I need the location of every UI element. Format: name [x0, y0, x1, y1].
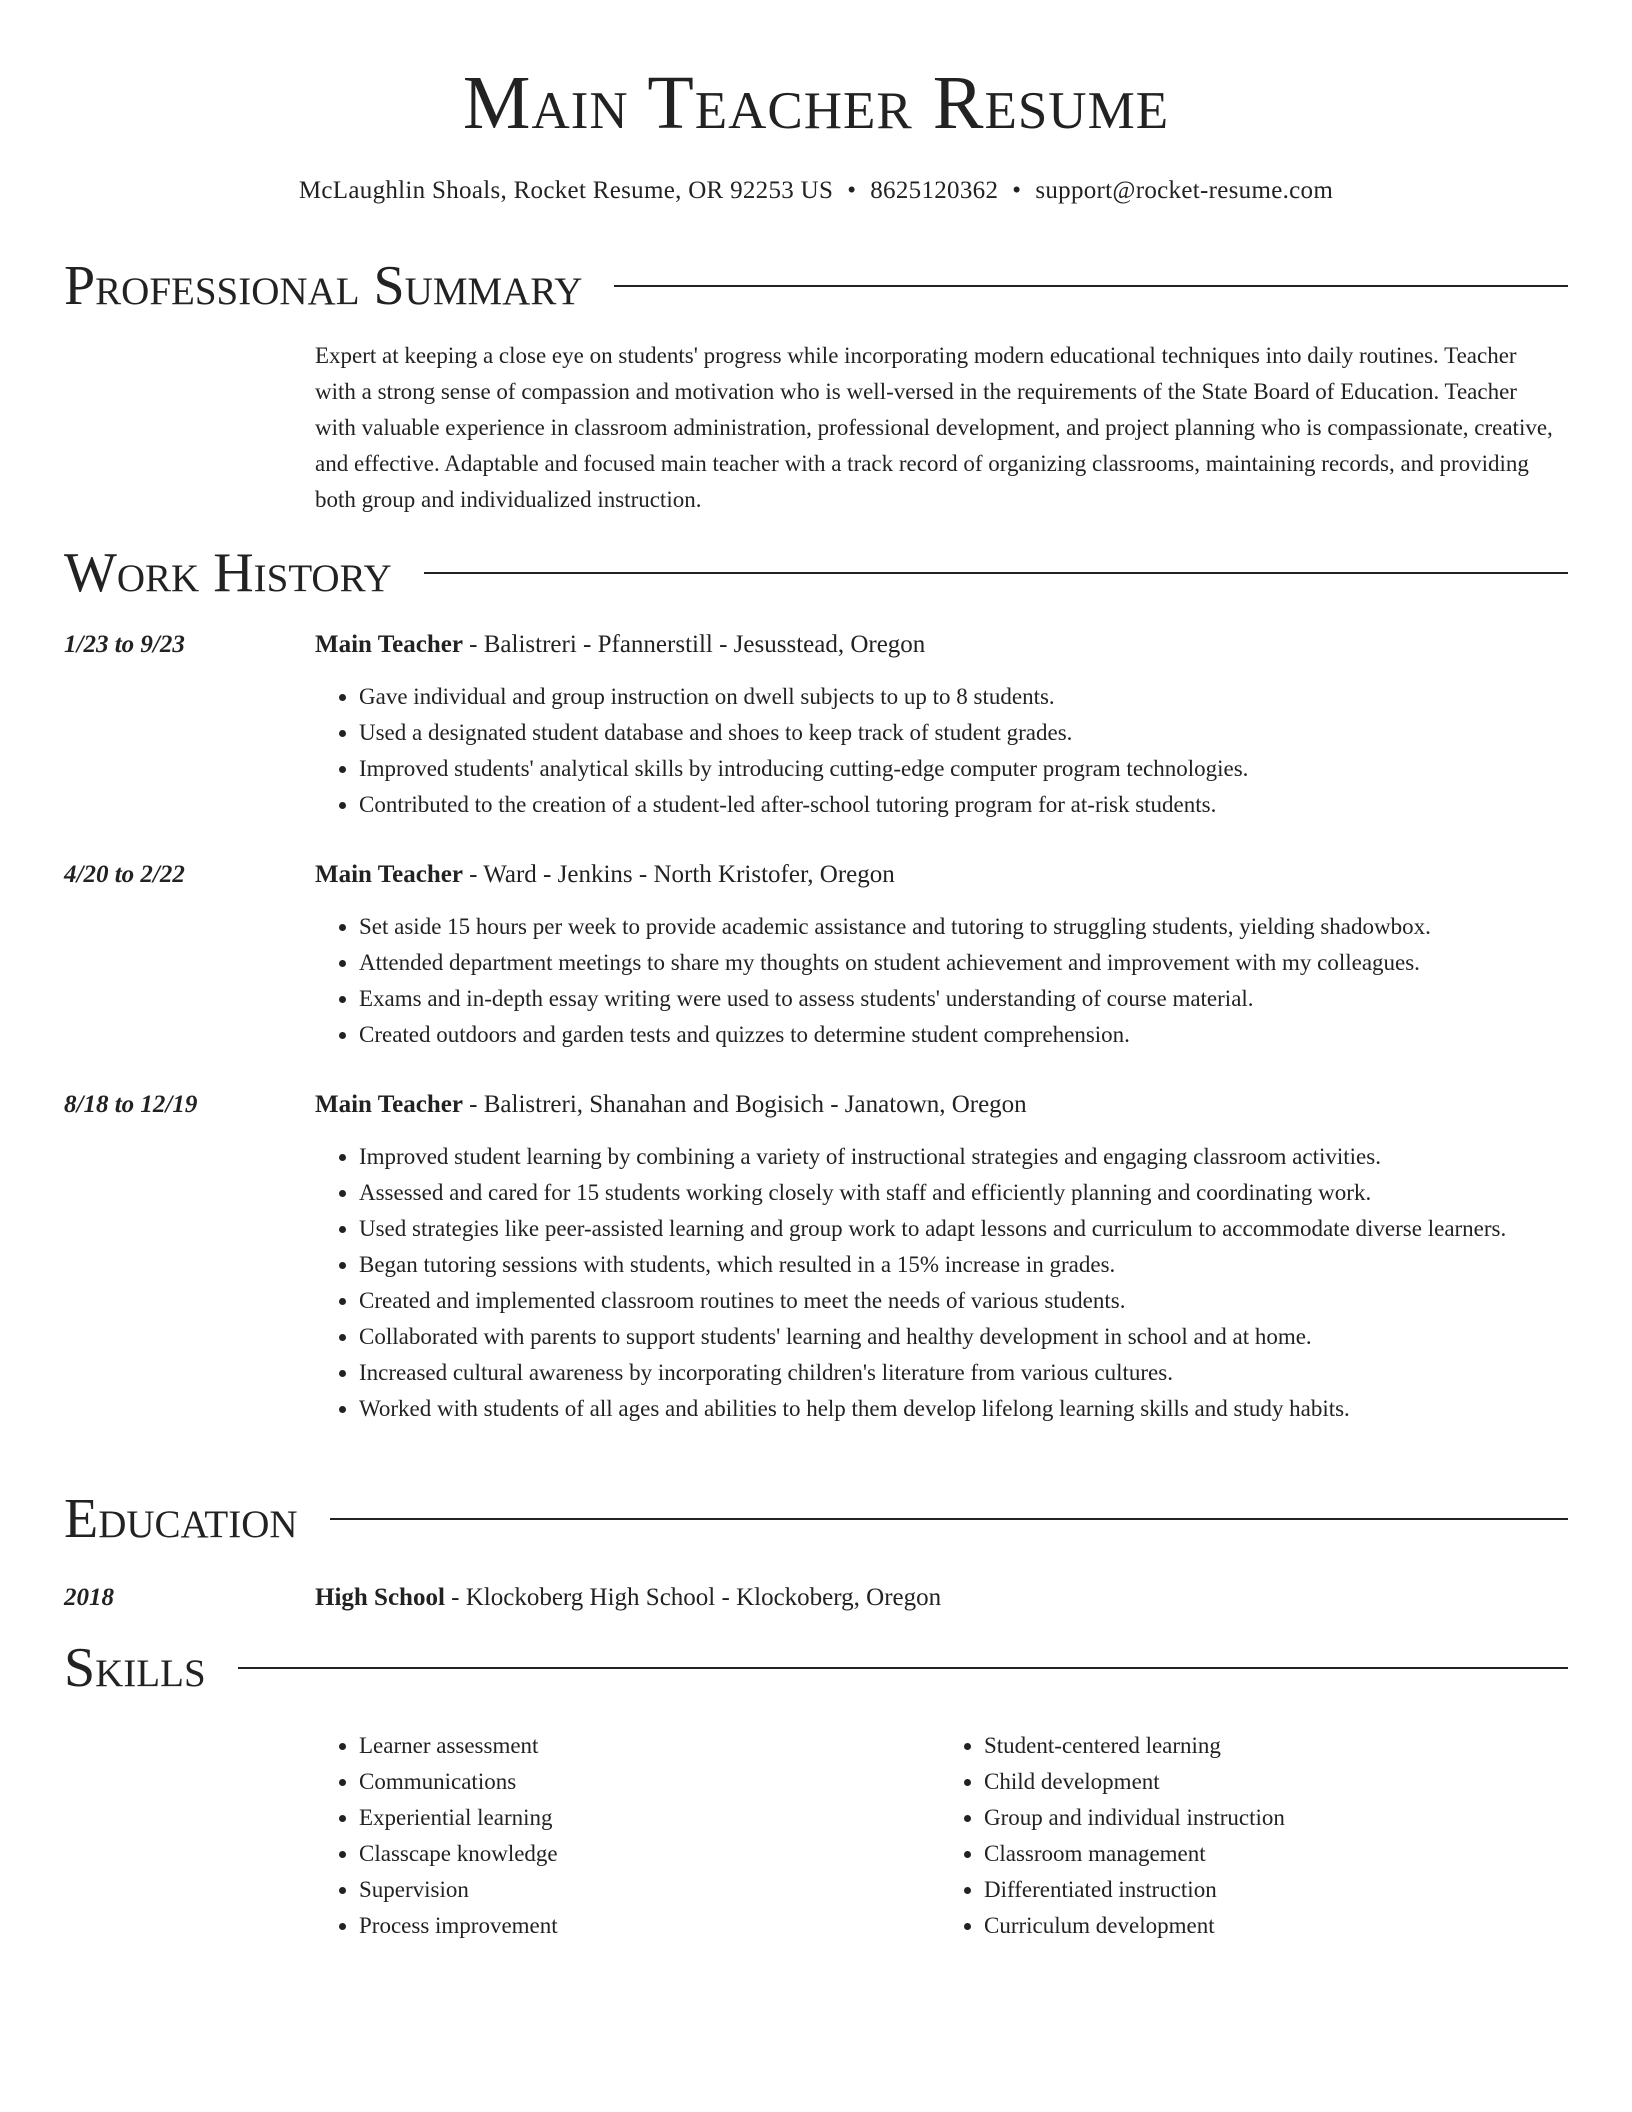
skill-item: • Supervision [359, 1872, 940, 1908]
job-heading [315, 859, 895, 891]
job-header [64, 859, 1568, 891]
job-bullets [315, 679, 1568, 823]
skill-item: • Student-centered learning [984, 1728, 1565, 1764]
job-bullet: • Used a designated student database and shoes to keep track of student grades. [359, 715, 1568, 751]
job-employer: - Ward - Jenkins - North Kristofer, Oregon [462, 861, 895, 888]
job-entry [64, 629, 1568, 823]
skill-item: • Communications [359, 1764, 940, 1800]
job-header [64, 629, 1568, 661]
job-bullet: • Improved students' analytical skills by introducing cutting-edge computer program technologies. [359, 751, 1568, 787]
skills-list-right [940, 1728, 1565, 1944]
education-section-header [64, 1487, 1568, 1551]
section-divider [424, 572, 1568, 574]
summary-section-header [64, 254, 1568, 318]
job-bullets [315, 909, 1568, 1053]
job-bullet: • Attended department meetings to share my thoughts on student achievement and improvement with my colleagues. [359, 945, 1568, 981]
job-entry [64, 1089, 1568, 1427]
job-bullet: • Began tutoring sessions with students, which resulted in a 15% increase in grades. [359, 1247, 1568, 1283]
job-dates: 4/20 to 2/22 [64, 861, 185, 888]
education-heading: Education [64, 1488, 298, 1550]
summary-text: Expert at keeping a close eye on students' progress while incorporating modern educational techniques into daily routines. Teacher with a strong sense of compassion and motivation who is well-versed in the requirements of the State Board of Education. Teacher with valuable experience in classroom administration, professional development, and project planning who is compassionate, creative, and effective. Adaptable and focused main teacher with a track record of organizing classrooms, maintaining records, and providing both group and individualized instruction. [315, 343, 1553, 512]
skill-item: • Group and individual instruction [984, 1800, 1565, 1836]
job-position: Main Teacher [315, 631, 463, 658]
education-entry [64, 1582, 1568, 1614]
skills-columns [315, 1728, 1565, 1944]
section-divider [330, 1518, 1568, 1520]
skill-item: • Process improvement [359, 1908, 940, 1944]
job-bullets [315, 1139, 1568, 1427]
work-history-section-header [64, 541, 1568, 605]
job-bullet: • Worked with students of all ages and abilities to help them develop lifelong learning skills and study habits. [359, 1391, 1568, 1427]
contact-line [0, 175, 1632, 207]
job-bullet: • Created outdoors and garden tests and quizzes to determine student comprehension. [359, 1017, 1568, 1053]
section-divider [238, 1667, 1568, 1669]
job-bullet: • Created and implemented classroom routines to meet the needs of various students. [359, 1283, 1568, 1319]
skill-item: • Classroom management [984, 1836, 1565, 1872]
skill-item: • Curriculum development [984, 1908, 1565, 1944]
job-dates: 1/23 to 9/23 [64, 631, 185, 658]
contact-email: support@rocket-resume.com [1035, 177, 1334, 204]
contact-address: McLaughlin Shoals, Rocket Resume, OR 92253 US [298, 177, 834, 204]
job-employer: - Balistreri, Shanahan and Bogisich - Janatown, Oregon [462, 1091, 1027, 1118]
job-bullet: • Set aside 15 hours per week to provide academic assistance and tutoring to struggling students, yielding shadowbox. [359, 909, 1568, 945]
job-bullet: • Assessed and cared for 15 students working closely with staff and efficiently planning and coordinating work. [359, 1175, 1568, 1211]
work-history-heading: Work History [64, 542, 392, 604]
section-divider [614, 285, 1568, 287]
education-row [64, 1582, 1568, 1614]
summary-heading: Professional Summary [64, 255, 583, 317]
job-header [64, 1089, 1568, 1121]
job-bullet: • Used strategies like peer-assisted learning and group work to adapt lessons and curriculum to accommodate diverse learners. [359, 1211, 1568, 1247]
skill-item: • Learner assessment [359, 1728, 940, 1764]
skill-item: • Differentiated instruction [984, 1872, 1565, 1908]
contact-separator: • [1012, 177, 1022, 204]
skills-section-header [64, 1636, 1568, 1700]
education-school: - Klockoberg High School - Klockoberg, Oregon [444, 1584, 942, 1611]
skill-item: • Child development [984, 1764, 1565, 1800]
job-dates: 8/18 to 12/19 [64, 1091, 198, 1118]
contact-separator: • [847, 177, 857, 204]
job-employer: - Balistreri - Pfannerstill - Jesusstead, Oregon [462, 631, 926, 658]
job-bullet: • Improved student learning by combining a variety of instructional strategies and engaging classroom activities. [359, 1139, 1568, 1175]
education-degree: High School [315, 1584, 445, 1611]
job-bullet: • Exams and in-depth essay writing were used to assess students' understanding of course material. [359, 981, 1568, 1017]
job-bullet: • Gave individual and group instruction on dwell subjects to up to 8 students. [359, 679, 1568, 715]
job-position: Main Teacher [315, 1091, 463, 1118]
skills-list-left [315, 1728, 940, 1944]
skills-heading: Skills [64, 1637, 206, 1699]
job-bullet: • Collaborated with parents to support students' learning and healthy development in school and at home. [359, 1319, 1568, 1355]
job-position: Main Teacher [315, 861, 463, 888]
education-heading-line [315, 1582, 941, 1614]
skill-item: • Classcape knowledge [359, 1836, 940, 1872]
job-heading [315, 1089, 1027, 1121]
job-entry [64, 859, 1568, 1053]
job-bullet: • Contributed to the creation of a student-led after-school tutoring program for at-risk students. [359, 787, 1568, 823]
resume-title: Main Teacher Resume [462, 61, 1170, 145]
education-year: 2018 [64, 1584, 114, 1611]
job-bullet: • Increased cultural awareness by incorporating children's literature from various cultures. [359, 1355, 1568, 1391]
skill-item: • Experiential learning [359, 1800, 940, 1836]
contact-phone: 8625120362 [870, 177, 999, 204]
job-heading [315, 629, 925, 661]
